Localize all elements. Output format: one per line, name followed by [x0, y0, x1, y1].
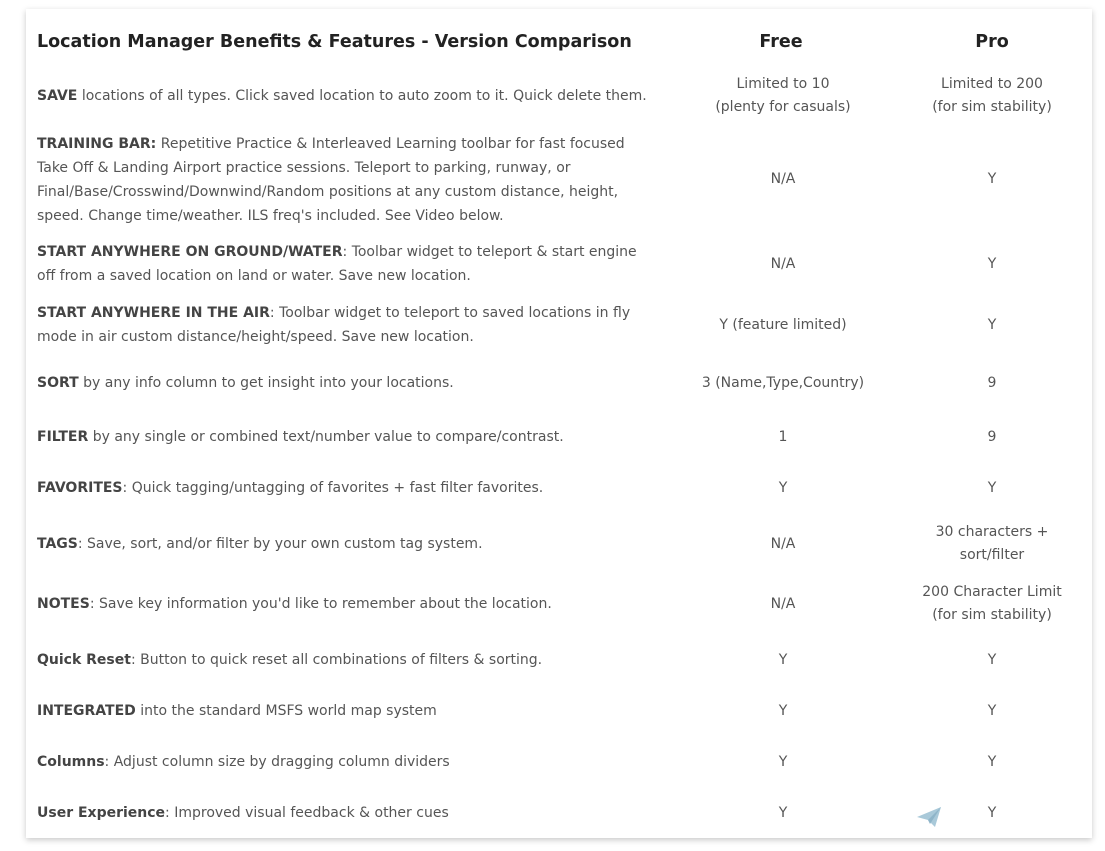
pro-value: Y	[987, 316, 997, 333]
feature-description: by any info column to get insight into your locations.	[78, 375, 454, 391]
free-value: N/A	[770, 171, 796, 187]
table-row	[37, 239, 1087, 289]
feature-description: by any single or combined text/number value to compare/contrast.	[88, 429, 564, 445]
pro-value: 9	[987, 428, 997, 445]
pro-value: Y	[987, 702, 997, 719]
feature-description: : Save, sort, and/or filter by your own custom tag system.	[77, 536, 483, 552]
table-row	[37, 369, 1087, 397]
feature-cell	[37, 646, 652, 674]
free-value: 3 (Name,Type,Country)	[701, 374, 865, 391]
feature-name: FAVORITES	[37, 480, 123, 496]
free-value: Y	[778, 753, 788, 770]
feature-cell	[37, 369, 652, 397]
feature-description: Repetitive Practice & Interleaved Learning toolbar for fast focused Take Off & Landing Airport practice sessions. Teleport to parking, runway, or Final/Base/Crosswind/Downwind/Random positions at any custom distance, height, speed. Change time/weather. ILS freq's included. See Video below.	[37, 135, 625, 224]
pro-value: Y	[987, 753, 997, 770]
comparison-card	[26, 9, 1092, 838]
feature-name: SORT	[37, 375, 79, 391]
feature-name: Quick Reset	[37, 652, 131, 668]
pro-value: Y	[987, 171, 997, 187]
free-value: Y	[778, 804, 788, 821]
free-value: N/A	[770, 255, 796, 272]
column-header-free: Free	[759, 32, 803, 52]
feature-cell	[37, 519, 652, 569]
feature-name: START ANYWHERE IN THE AIR	[37, 305, 270, 321]
pro-value: Y	[987, 651, 997, 668]
table-row	[37, 423, 1087, 451]
free-value: Y (feature limited)	[719, 316, 847, 333]
pro-value: 200 Character Limit (for sim stability)	[922, 584, 1062, 623]
free-value: N/A	[770, 595, 796, 612]
table-row	[37, 71, 1087, 121]
table-row	[37, 474, 1087, 502]
table-row	[37, 646, 1087, 674]
feature-name: INTEGRATED	[37, 703, 136, 719]
feature-cell	[37, 579, 652, 629]
feature-cell	[37, 748, 652, 776]
pro-value: 30 characters + sort/filter	[935, 524, 1049, 563]
feature-name: NOTES	[37, 596, 90, 612]
feature-cell	[37, 799, 652, 827]
table-row	[37, 300, 1087, 350]
free-value: N/A	[770, 535, 796, 552]
feature-description: : Adjust column size by dragging column dividers	[104, 754, 450, 770]
feature-description: : Toolbar widget to teleport & start engine off from a saved location on land or water. Save new location.	[37, 244, 637, 284]
free-value: Y	[778, 702, 788, 719]
feature-description: : Toolbar widget to teleport to saved locations in fly mode in air custom distance/height/speed. Save new location.	[37, 305, 631, 345]
free-value: Y	[778, 479, 788, 496]
table-title: Location Manager Benefits & Features - Version Comparison	[37, 32, 632, 52]
table-row	[37, 131, 1087, 228]
feature-cell	[37, 300, 652, 350]
feature-name: TAGS	[37, 536, 78, 552]
feature-description: : Quick tagging/untagging of favorites + fast filter favorites.	[122, 480, 544, 496]
feature-description: : Button to quick reset all combinations of filters & sorting.	[130, 652, 543, 668]
feature-cell	[37, 474, 652, 502]
feature-description: : Save key information you'd like to remember about the location.	[89, 596, 552, 612]
pro-value: Y	[987, 804, 997, 821]
feature-cell	[37, 239, 652, 289]
free-value: 1	[778, 428, 788, 445]
pro-value: Limited to 200 (for sim stability)	[932, 76, 1052, 115]
pro-value: Y	[987, 479, 997, 496]
table-row	[37, 697, 1087, 725]
feature-name: Columns	[37, 754, 105, 770]
feature-description: : Improved visual feedback & other cues	[165, 805, 449, 821]
feature-description: into the standard MSFS world map system	[135, 703, 437, 719]
table-row	[37, 519, 1087, 569]
free-value: Limited to 10 (plenty for casuals)	[715, 76, 851, 115]
feature-cell	[37, 423, 652, 451]
feature-cell	[37, 71, 652, 121]
feature-name: User Experience	[37, 805, 166, 821]
feature-name: SAVE	[37, 88, 78, 104]
paper-plane-icon[interactable]	[916, 806, 942, 828]
pro-value: 9	[987, 374, 997, 391]
feature-name: FILTER	[37, 429, 89, 445]
table-row	[37, 748, 1087, 776]
free-value: Y	[778, 651, 788, 668]
feature-cell	[37, 131, 652, 228]
column-header-pro: Pro	[975, 32, 1009, 52]
feature-name: TRAINING BAR:	[37, 135, 157, 152]
feature-cell	[37, 697, 652, 725]
table-row	[37, 579, 1087, 629]
feature-name: START ANYWHERE ON GROUND/WATER	[37, 244, 343, 260]
pro-value: Y	[987, 255, 997, 272]
feature-description: locations of all types. Click saved location to auto zoom to it. Quick delete them.	[77, 88, 647, 104]
